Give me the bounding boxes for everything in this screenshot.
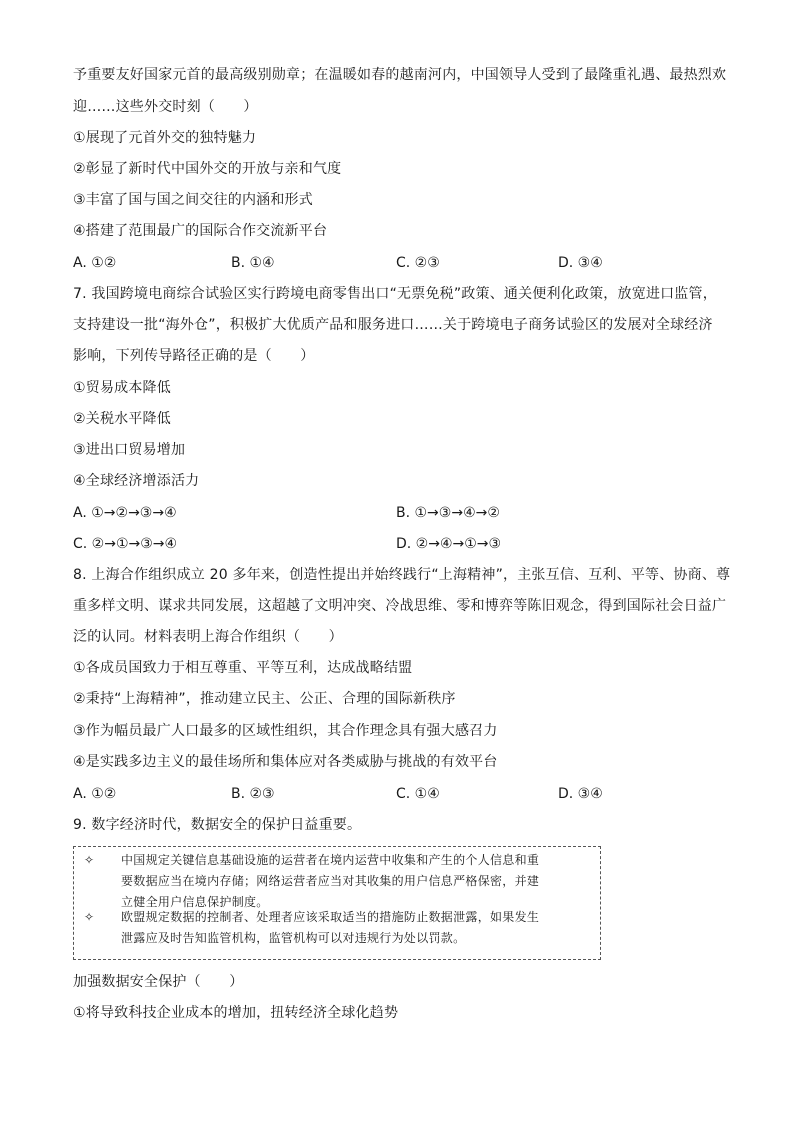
q8-option-d[interactable]: D. ③④ bbox=[558, 786, 603, 802]
q8-options bbox=[73, 784, 753, 804]
q7-stem-line-3: 影响，下列传导路径正确的是（ ） bbox=[73, 348, 315, 364]
q7-item-2: ②关税水平降低 bbox=[73, 411, 171, 427]
q6-option-a[interactable]: A. ①② bbox=[73, 255, 117, 271]
q7-stem-line-2: 支持建设一批“海外仓”，积极扩大优质产品和服务进口……关于跨境电子商务试验区的发展对全球经济 bbox=[73, 317, 713, 333]
q6-stem-line-1: 予重要友好国家元首的最高级别勋章；在温暖如春的越南河内，中国领导人受到了最隆重礼遇、最热烈欢 bbox=[73, 67, 727, 83]
q6-option-c[interactable]: C. ②③ bbox=[396, 255, 440, 271]
q6-option-d[interactable]: D. ③④ bbox=[558, 255, 603, 271]
q7-item-4: ④全球经济增添活力 bbox=[73, 473, 200, 489]
q7-option-d[interactable]: D. ②→④→①→③ bbox=[396, 536, 502, 552]
material-eu-line-1: 欧盟规定数据的控制者、处理者应该采取适当的措施防止数据泄露，如果发生 bbox=[121, 910, 540, 924]
diamond-bullet-icon: ✧ bbox=[84, 910, 95, 924]
q9-item-1: ①将导致科技企业成本的增加，扭转经济全球化趋势 bbox=[73, 1005, 399, 1021]
q9-question: 加强数据安全保护（ ） bbox=[73, 974, 244, 990]
q6-options bbox=[73, 253, 753, 273]
q7-options-row-2 bbox=[73, 534, 753, 554]
q6-item-3: ③丰富了国与国之间交往的内涵和形式 bbox=[73, 192, 313, 208]
material-china-line-3: 立健全用户信息保护制度。 bbox=[121, 895, 269, 909]
material-china-line-1: 中国规定关键信息基础设施的运营者在境内运营中收集和产生的个人信息和重 bbox=[121, 853, 540, 867]
q8-item-3: ③作为幅员最广人口最多的区域性组织，其合作理念具有强大感召力 bbox=[73, 723, 498, 739]
q7-item-1: ①贸易成本降低 bbox=[73, 380, 171, 396]
q8-item-4: ④是实践多边主义的最佳场所和集体应对各类威胁与挑战的有效平台 bbox=[73, 754, 498, 770]
q9-stem: 9. 数字经济时代，数据安全的保护日益重要。 bbox=[73, 817, 362, 833]
material-eu-line-2: 泄露应及时告知监管机构，监管机构可以对违规行为处以罚款。 bbox=[121, 931, 466, 945]
q8-stem-line-3: 泛的认同。材料表明上海合作组织（ ） bbox=[73, 629, 343, 645]
diamond-bullet-icon: ✧ bbox=[84, 853, 95, 867]
q8-option-c[interactable]: C. ①④ bbox=[396, 786, 440, 802]
q6-item-2: ②彰显了新时代中国外交的开放与亲和气度 bbox=[73, 161, 342, 177]
q8-item-1: ①各成员国致力于相互尊重、平等互利，达成战略结盟 bbox=[73, 660, 413, 676]
material-china-line-2: 要数据应当在境内存储；网络运营者应当对其收集的用户信息严格保密，并建 bbox=[121, 874, 540, 888]
q6-item-1: ①展现了元首外交的独特魅力 bbox=[73, 130, 257, 146]
q6-stem-line-2: 迎……这些外交时刻（ ） bbox=[73, 99, 258, 115]
material-box bbox=[73, 846, 601, 960]
q8-item-2: ②秉持“上海精神”，推动建立民主、公正、合理的国际新秩序 bbox=[73, 691, 456, 707]
q8-stem-line-2: 重多样文明、谋求共同发展，这超越了文明冲突、冷战思维、零和博弈等陈旧观念，得到国际社会日益广 bbox=[73, 598, 727, 614]
q7-options-row-1 bbox=[73, 503, 753, 523]
q7-option-b[interactable]: B. ①→③→④→② bbox=[396, 505, 500, 521]
q6-option-b[interactable]: B. ①④ bbox=[231, 255, 275, 271]
material-text-eu bbox=[121, 907, 589, 949]
material-text-china bbox=[121, 850, 589, 913]
q7-stem-line-1: 7. 我国跨境电商综合试验区实行跨境电商零售出口“无票免税”政策、通关便利化政策，放宽进口监管， bbox=[73, 286, 717, 302]
q7-option-c[interactable]: C. ②→①→③→④ bbox=[73, 536, 178, 552]
q7-option-a[interactable]: A. ①→②→③→④ bbox=[73, 505, 177, 521]
q7-item-3: ③进出口贸易增加 bbox=[73, 442, 186, 458]
q8-option-b[interactable]: B. ②③ bbox=[231, 786, 275, 802]
q6-item-4: ④搭建了范围最广的国际合作交流新平台 bbox=[73, 223, 328, 239]
q8-stem-line-1: 8. 上海合作组织成立 20 多年来，创造性提出并始终践行“上海精神”，主张互信、互利、平等、协商、尊 bbox=[73, 567, 731, 583]
q8-option-a[interactable]: A. ①② bbox=[73, 786, 117, 802]
